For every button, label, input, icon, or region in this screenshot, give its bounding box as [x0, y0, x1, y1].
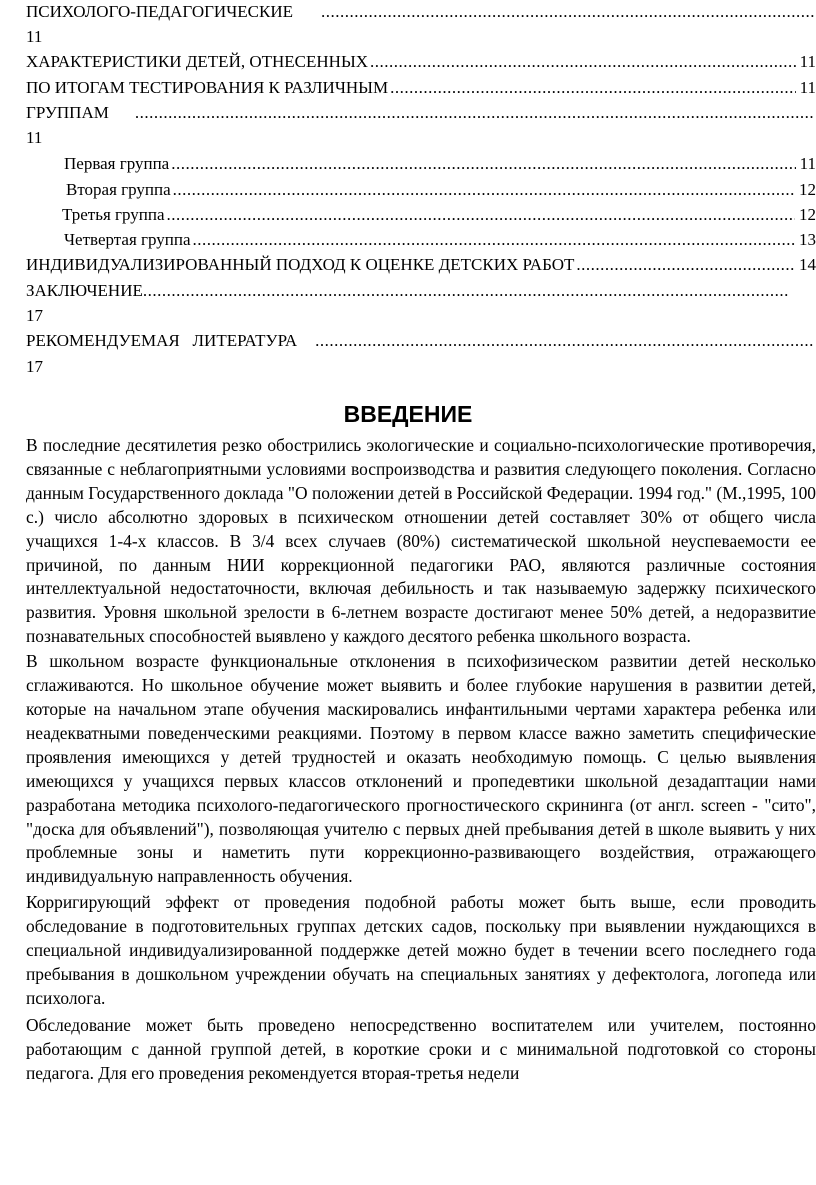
toc-entry-title: Третья группа	[62, 205, 165, 224]
toc-entry-11[interactable]	[26, 329, 816, 353]
toc-entry-page: 13	[799, 230, 816, 249]
toc-entry-10[interactable]	[26, 279, 792, 303]
toc-entry-title: ЗАКЛЮЧЕНИЕ	[26, 281, 143, 300]
toc-entry-title: Первая группа	[64, 154, 170, 173]
toc-leader-dots	[576, 253, 795, 277]
paragraph: В школьном возрасте функциональные отклонения в психофизическом развитии детей несколько сглаживаются. Но школьное обучение может выявить и более глубокие нарушения в развитии детей, которые на начальном этапе обучения маскировались инфантильными чертами характера ребенка или неадекватными поведенческими реакциями. Поэтому в первом классе важно заметить специфические проявления имеющихся у детей трудностей и оказать необходимую помощь. С целью выявления имеющихся у учащихся первых классов отклонений и пропедевтики школьной дезадаптации нами разработана методика психолого-педагогического прогностического скрининга (от англ. screen - "сито", "доска для объявлений"), позволяющая учителю с первых дней пребывания детей в школе выявить у них проблемные зоны и наметить пути коррекционно-развивающего воздействия, отражающего индивидуальную направленность обучения.	[26, 651, 816, 887]
toc-leader-dots	[390, 76, 796, 100]
toc-entry-page: 11	[799, 154, 816, 173]
toc-leader-dots	[370, 50, 796, 74]
toc-entry-3[interactable]	[26, 76, 816, 100]
toc-entry-5[interactable]	[64, 152, 816, 176]
toc-entry-page: 12	[799, 205, 816, 224]
toc-leader-dots	[171, 152, 795, 176]
toc-leader-dots	[167, 203, 795, 227]
paragraph: В последние десятилетия резко обострились экологические и социально-психологические противоречия, связанные с неблагоприятными условиями воспроизводства и развития следующего поколения. Согласно данным Государственного доклада "О положении детей в Российской Федерации. 1994 год." (М.,1995, 100 с.) число абсолютно здоровых в психическом отношении детей составляет 30% от общего числа учащихся 1-4-х классов. В 3/4 всех случаев (80%) систематической школьной неуспеваемости ее причиной, по данным НИИ коррекционной педагогики РАО, являются различные состояния интеллектуальной недостаточности, включая дебильность и так называемую задержку психического развития. Уровня школьной зрелости в 6-летнем возрасте достигают менее 50% детей, а недоразвитие познавательных способностей выявлено у каждого десятого ребенка школьного возраста.	[26, 435, 816, 647]
toc-entry-page: 11	[26, 128, 43, 147]
toc-entry-4[interactable]	[26, 101, 816, 125]
toc-entry-page: 17	[26, 306, 43, 325]
toc-entry-page: 14	[799, 255, 816, 274]
toc-entry-page: 11	[26, 27, 43, 46]
toc-entry-7[interactable]	[62, 203, 816, 227]
toc-entry-title: ГРУППАМ	[26, 103, 109, 122]
toc-entry-8[interactable]	[64, 228, 816, 252]
toc-entry-title: Четвертая группа	[64, 230, 191, 249]
toc-leader-dots	[193, 228, 795, 252]
toc-entry-9[interactable]	[26, 253, 816, 277]
toc-entry-title: Вторая группа	[66, 180, 171, 199]
toc-entry-title: ПО ИТОГАМ ТЕСТИРОВАНИЯ К РАЗЛИЧНЫМ	[26, 78, 389, 97]
paragraph: Обследование может быть проведено непосредственно воспитателем или учителем, постоянно работающим с данной группой детей, в короткие сроки и с минимальной подготовкой со стороны педагога. Для его проведения рекомендуется вторая-третья недели	[26, 1014, 816, 1083]
toc-entry-1[interactable]	[26, 0, 816, 24]
toc-entry-title: ИНДИВИДУАЛИЗИРОВАННЫЙ ПОДХОД К ОЦЕНКЕ ДЕТСКИХ РАБОТ	[26, 255, 575, 274]
toc-entry-page: 11	[799, 52, 816, 71]
toc-entry-6[interactable]	[66, 178, 816, 202]
toc-leader-dots	[315, 329, 814, 353]
paragraph: Корригирующий эффект от проведения подобной работы может быть выше, если проводить обследование в подготовительных группах детских садов, поскольку при выявлении нуждающихся в специальной индивидуализированной поддержке детей можно будет в течении всего последнего года пребывания в дошкольном учреждении обучать на специальных занятиях у дефектолога, логопеда или психолога.	[26, 892, 816, 1008]
section-title: ВВЕДЕНИЕ	[343, 401, 473, 427]
toc-entry-2[interactable]	[26, 50, 816, 74]
toc-leader-dots	[143, 279, 790, 303]
toc-entry-page: 17	[26, 357, 43, 376]
section-body	[26, 434, 816, 1085]
toc-entry-page: 12	[799, 180, 816, 199]
toc-entry-title: ХАРАКТЕРИСТИКИ ДЕТЕЙ, ОТНЕСЕННЫХ	[26, 52, 369, 71]
toc-leader-dots	[135, 101, 814, 125]
toc-leader-dots	[173, 178, 795, 202]
toc-leader-dots	[321, 0, 814, 24]
toc-entry-page: 11	[799, 78, 816, 97]
toc-entry-title: ПСИХОЛОГО-ПЕДАГОГИЧЕСКИЕ	[26, 2, 293, 21]
toc-entry-title: РЕКОМЕНДУЕМАЯ ЛИТЕРАТУРА	[26, 331, 298, 350]
